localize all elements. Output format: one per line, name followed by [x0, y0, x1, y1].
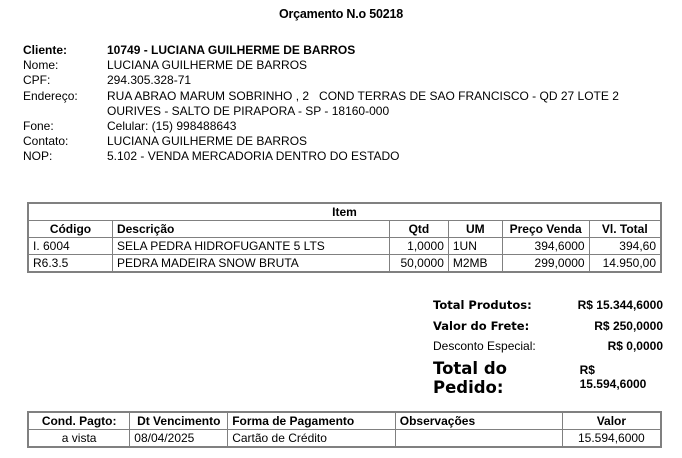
phone-row [23, 119, 619, 134]
nop-label: NOP: [23, 149, 53, 164]
header-cond-pagto: Cond. Pagto: [28, 412, 130, 430]
header-preco-venda: Preço Venda [502, 221, 589, 238]
payment-header-row [28, 412, 661, 430]
address-line-2: OURIVES - SALTO DE PIRAPORA - SP - 18160-000 [107, 103, 390, 118]
header-descricao: Descrição [112, 221, 389, 238]
document-title: Orçamento N.o 50218 [278, 7, 404, 21]
frete-value: R$ 250,0000 [594, 319, 663, 333]
items-caption-row [28, 203, 661, 221]
items-table [27, 202, 662, 273]
name-label: Nome: [23, 58, 59, 73]
items-header-row [28, 221, 661, 238]
cell-qtd: 1,0000 [389, 238, 448, 255]
cell-preco-venda: 299,0000 [502, 255, 589, 273]
total-pedido-value: R$ 15.594,6000 [579, 363, 647, 391]
cell-observacoes [395, 430, 562, 448]
header-dt-vencimento: Dt Vencimento [130, 412, 228, 430]
cell-descricao: PEDRA MADEIRA SNOW BRUTA [112, 255, 389, 273]
nop-value: 5.102 - VENDA MERCADORIA DENTRO DO ESTADO [107, 149, 400, 164]
header-forma-pagamento: Forma de Pagamento [228, 412, 396, 430]
payment-table [27, 411, 662, 448]
address-row-2 [23, 104, 619, 119]
cell-preco-venda: 394,6000 [502, 238, 589, 255]
header-qtd: Qtd [389, 221, 448, 238]
address-label-blank [23, 104, 107, 119]
items-caption: Item [28, 203, 661, 221]
name-value: LUCIANA GUILHERME DE BARROS [107, 58, 308, 73]
table-row [28, 238, 661, 255]
cell-codigo: R6.3.5 [28, 255, 112, 273]
cpf-value: 294.305.328-71 [107, 73, 192, 88]
address-row [23, 89, 619, 104]
cell-cond-pagto: a vista [28, 430, 130, 448]
header-um: UM [448, 221, 502, 238]
contact-value: LUCIANA GUILHERME DE BARROS [107, 134, 308, 149]
cpf-row [23, 73, 619, 88]
total-produtos-value: R$ 15.344,6000 [577, 298, 663, 312]
contact-label: Contato: [23, 134, 69, 149]
desconto-value: R$ 0,0000 [607, 339, 663, 353]
address-label: Endereço: [23, 88, 78, 103]
header-observacoes: Observações [395, 412, 562, 430]
cell-descricao: SELA PEDRA HIDROFUGANTE 5 LTS [112, 238, 389, 255]
total-pedido-row [433, 359, 663, 397]
cell-vl-total: 14.950,00 [589, 255, 661, 273]
cell-vl-total: 394,60 [589, 238, 661, 255]
desconto-label: Desconto Especial: [433, 339, 536, 353]
phone-label: Fone: [23, 118, 54, 133]
cell-dt-vencimento: 08/04/2025 [130, 430, 228, 448]
contact-row [23, 134, 619, 149]
cell-forma-pagamento: Cartão de Crédito [228, 430, 396, 448]
table-row [28, 430, 661, 448]
client-info [23, 43, 619, 165]
header-codigo: Código [28, 221, 112, 238]
total-produtos-label: Total Produtos: [433, 298, 532, 312]
nop-row [23, 149, 619, 164]
cell-um: M2MB [448, 255, 502, 273]
name-row [23, 58, 619, 73]
total-produtos-row [433, 298, 663, 319]
header-vl-total: Vl. Total [589, 221, 661, 238]
cell-valor: 15.594,6000 [562, 430, 661, 448]
phone-value: Celular: (15) 998488643 [107, 118, 237, 133]
cpf-label: CPF: [23, 73, 51, 88]
desconto-row [433, 339, 663, 359]
frete-label: Valor do Frete: [433, 319, 530, 333]
table-row [28, 255, 661, 273]
client-label: Cliente: [23, 43, 68, 57]
cell-codigo: I. 6004 [28, 238, 112, 255]
totals-block [433, 298, 663, 397]
client-row [23, 43, 619, 58]
address-line-1: RUA ABRAO MARUM SOBRINHO , 2 COND TERRAS DE SAO FRANCISCO - QD 27 LOTE 2 [107, 88, 619, 103]
client-value: 10749 - LUCIANA GUILHERME DE BARROS [107, 43, 356, 57]
total-pedido-label: Total do Pedido: [433, 359, 507, 397]
header-valor: Valor [562, 412, 661, 430]
cell-um: 1UN [448, 238, 502, 255]
frete-row [433, 319, 663, 339]
cell-qtd: 50,0000 [389, 255, 448, 273]
